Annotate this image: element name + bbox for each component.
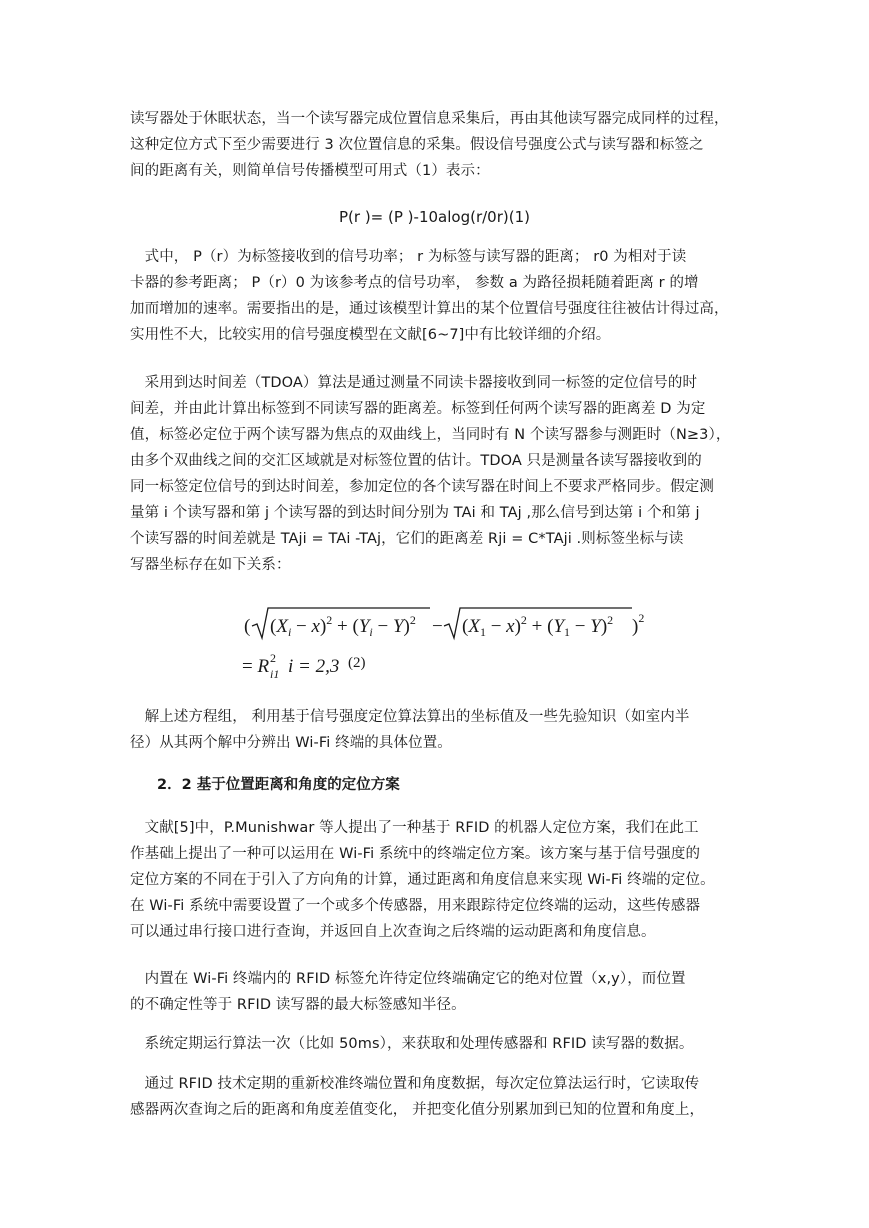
paragraph-formula-explanation [130, 244, 742, 348]
text-line: 在 Wi-Fi 系统中需要设置了一个或多个传感器，用来跟踪待定位终端的运动，这些传感器 [130, 898, 701, 914]
text-line: 量第 i 个读写器和第 j 个读写器的到达时间分别为 TAi 和 TAj ,那么信号到达第 i 个和第 j [130, 505, 700, 521]
text-line: 可以通过串行接口进行查询，并返回自上次查询之后终端的运动距离和角度信息。 [130, 924, 656, 940]
text-line: 间的距离有关，则简单信号传播模型可用式（1）表示： [130, 163, 490, 179]
paragraph-solution [130, 704, 742, 756]
paragraph-algorithm-period [130, 1031, 742, 1057]
text-line: 解上述方程组， 利用基于信号强度定位算法算出的坐标值及一些先验知识（如室内半 [130, 709, 690, 725]
text-line: 径）从其两个解中分辨出 Wi-Fi 终端的具体位置。 [130, 735, 452, 751]
text-line: 间差，并由此计算出标签到不同读写器的距离差。标签到任何两个读写器的距离差 D 为定 [130, 401, 706, 417]
text-line: 这种定位方式下至少需要进行 3 次位置信息的采集。假设信号强度公式与读写器和标签之 [130, 137, 704, 153]
text-line: 作基础上提出了一种可以运用在 Wi-Fi 系统中的终端定位方案。该方案与基于信号强度的 [130, 846, 701, 862]
formula-term: $(X_i - x)^2 + (Y_i - Y)^2$ [270, 613, 416, 639]
text-line: 由多个双曲线之间的交汇区域就是对标签位置的估计。TDOA 只是测量各读写器接收到的 [130, 453, 702, 469]
text-line: 内置在 Wi-Fi 终端内的 RFID 标签允许待定位终端确定它的绝对位置（x,y），而位置 [130, 971, 686, 987]
paragraph-tdoa [130, 370, 742, 578]
text-line: 加而增加的速率。需要指出的是，通过该模型计算出的某个位置信号强度往往被估计得过高， [130, 301, 729, 317]
formula-number: (2) [348, 655, 366, 671]
text-line: 的不确定性等于 RFID 读写器的最大标签感知半径。 [130, 997, 466, 1013]
text-line: 值，标签必定位于两个读写器为焦点的双曲线上，当同时有 N 个读写器参与测距时（N≥3）， [130, 427, 731, 443]
text-line: 实用性不大，比较实用的信号强度模型在文献[6~7]中有比较详细的介绍。 [130, 327, 611, 343]
text-line: 定位方案的不同在于引入了方向角的计算，通过距离和角度信息来实现 Wi-Fi 终端的定位。 [130, 872, 715, 888]
text-line: 文献[5]中，P.Munishwar 等人提出了一种基于 RFID 的机器人定位方案，我们在此工 [130, 820, 699, 836]
formula-signal-strength: P(r )= (P )-10alog(r/0r)(1) [339, 208, 530, 226]
text-line: 个读写器的时间差就是 TAji = TAi -TAj，它们的距离差 Rji = C*TAji .则标签坐标与读 [130, 531, 684, 547]
formula-case: i = 2,3 [288, 656, 340, 677]
text-line: 系统定期运行算法一次（比如 50ms），来获取和处理传感器和 RFID 读写器的数据。 [130, 1036, 694, 1052]
text-line: 采用到达时间差（TDOA）算法是通过测量不同读卡器接收到同一标签的定位信号的时 [130, 375, 698, 391]
paragraph-rfid-tag [130, 966, 742, 1018]
text-line: 感器两次查询之后的距离和角度差值变化， 并把变化值分别累加到已知的位置和角度上， [130, 1102, 705, 1118]
text-line: 卡器的参考距离； P（r）0 为该参考点的信号功率， 参数 a 为路径损耗随着距离 r 的增 [130, 275, 699, 291]
formula-subscript: i1 [270, 667, 280, 681]
formula-superscript: 2 [270, 651, 276, 665]
paragraph-munishwar [130, 815, 742, 945]
formula-paren-close: )$^2$ [632, 611, 645, 637]
formula-term: $(X_1 - x)^2 + (Y_1 - Y)^2$ [462, 613, 614, 639]
formula-minus: − [432, 616, 443, 637]
formula-equals: = R [242, 656, 270, 677]
text-line: 写器坐标存在如下关系： [130, 557, 291, 573]
text-line: 式中， P（r）为标签接收到的信号功率； r 为标签与读写器的距离； r0 为相对于读 [130, 249, 687, 265]
text-line: 同一标签定位信号的到达时间差，参加定位的各个读写器在时间上不要求严格同步。假定测 [130, 479, 714, 495]
paragraph-recalibration [130, 1071, 742, 1123]
section-heading: 2．2 基于位置距离和角度的定位方案 [157, 777, 400, 793]
formula-hyperbola-equation [240, 600, 660, 684]
paragraph-signal-model-intro [130, 106, 742, 184]
formula-paren-open: ( [244, 616, 251, 637]
text-line: 通过 RFID 技术定期的重新校准终端位置和角度数据，每次定位算法运行时，它读取传 [130, 1076, 700, 1092]
text-line: 读写器处于休眠状态，当一个读写器完成位置信息采集后，再由其他读写器完成同样的过程， [130, 111, 729, 127]
